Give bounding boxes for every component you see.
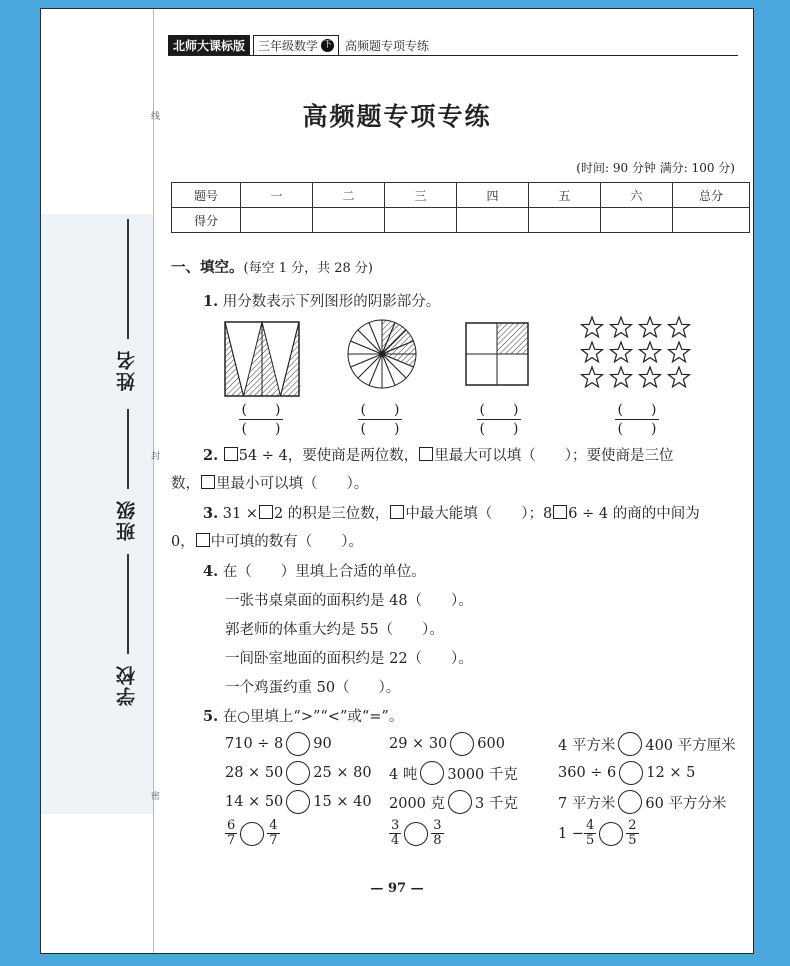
fraction — [626, 819, 638, 848]
q1-answer-3[interactable] — [477, 402, 521, 437]
star-shape — [611, 367, 632, 387]
blank-square — [553, 505, 567, 519]
answer-paren: ( ) — [617, 421, 657, 437]
numerator: 3 — [391, 818, 400, 833]
page-title: 高频题专项专练 — [302, 102, 492, 131]
blank-square — [259, 505, 273, 519]
score-cell: 三 — [385, 183, 457, 208]
compare-circle[interactable] — [618, 732, 642, 756]
compare-left: 29 × 30 — [389, 736, 448, 752]
q5-number: 5. — [203, 708, 219, 725]
numerator: 3 — [433, 818, 442, 833]
answer-paren: ( ) — [617, 402, 657, 418]
compare-item — [558, 732, 736, 756]
compare-left: 2000 克 — [389, 795, 446, 812]
school-label: 学校 — [116, 664, 138, 706]
compare-item — [558, 790, 726, 814]
blank-square — [390, 505, 404, 519]
blank-square — [201, 475, 215, 489]
fraction — [431, 819, 443, 848]
compare-item — [389, 790, 518, 814]
score-cell: 题号 — [172, 183, 241, 208]
denominator: 5 — [628, 833, 637, 848]
compare-item — [225, 732, 332, 756]
compare-left: 7 平方米 — [558, 795, 616, 812]
compare-left: 1 − — [558, 825, 584, 842]
compare-item — [389, 761, 518, 785]
q3-text-a: 31 × — [222, 506, 258, 522]
q3-number: 3. — [203, 505, 219, 522]
compare-circle[interactable] — [240, 822, 264, 846]
score-cell: 总分 — [673, 183, 750, 208]
answer-paren: ( ) — [241, 402, 281, 418]
compare-left: 4 平方米 — [558, 737, 616, 754]
score-cell: 得分 — [172, 208, 241, 233]
star-shape — [640, 367, 661, 387]
q1-figures — [41, 9, 753, 429]
blank-square — [224, 447, 238, 461]
score-cell: 一 — [241, 183, 313, 208]
q3-text-c: 中最大能填（ ）；8 — [405, 506, 553, 522]
compare-circle[interactable] — [448, 790, 472, 814]
compare-item — [389, 732, 505, 756]
answer-paren: ( ) — [241, 421, 281, 437]
star-shape — [582, 367, 603, 387]
time-score-info: (时间: 90 分钟 满分: 100 分) — [576, 161, 735, 175]
denominator: 5 — [585, 833, 595, 848]
numerator: 4 — [585, 818, 595, 833]
q2-number: 2. — [203, 447, 219, 464]
compare-right: 3 千克 — [475, 795, 518, 812]
name-label: 姓名 — [116, 349, 138, 391]
compare-circle[interactable] — [450, 732, 474, 756]
q4-line-3: 一间卧室地面的面积约是 22（ ）。 — [225, 651, 473, 667]
figure-square-triangles — [225, 322, 299, 396]
grade-label: 三年级数学 — [258, 38, 319, 53]
worksheet-page — [40, 8, 754, 954]
compare-right: 400 平方厘米 — [645, 737, 736, 754]
q2-text-a: 54 ÷ 4，要使商是两位数， — [238, 448, 419, 464]
compare-left: 4 吨 — [389, 766, 418, 783]
q4-text: 在（ ）里填上合适的单位。 — [222, 564, 426, 580]
question-2 — [203, 444, 674, 465]
q4-line-1: 一张书桌桌面的面积约是 48（ ）。 — [225, 593, 473, 609]
compare-item — [225, 761, 372, 785]
header-section: 高频题专项专练 — [345, 38, 430, 53]
answer-paren: ( ) — [360, 421, 400, 437]
q1-answer-4[interactable] — [615, 402, 659, 437]
q3-text-e: 0， — [171, 534, 195, 550]
fraction — [225, 819, 237, 848]
q4-line-2: 郭老师的体重大约是 55（ ）。 — [225, 622, 444, 638]
denominator: 8 — [433, 833, 442, 848]
question-3 — [203, 502, 700, 523]
compare-right: 12 × 5 — [646, 765, 696, 781]
compare-item — [558, 761, 695, 785]
numerator: 6 — [227, 818, 236, 833]
star-shape — [611, 342, 632, 362]
star-shape — [640, 342, 661, 362]
denominator: 4 — [391, 833, 400, 848]
star-shape — [669, 367, 690, 387]
compare-right: 60 平方分米 — [645, 795, 727, 812]
publisher-tag: 北师大课标版 — [168, 35, 250, 56]
compare-item — [225, 790, 372, 814]
volume-mark: 下 — [323, 39, 333, 50]
compare-right: 15 × 40 — [313, 794, 372, 810]
compare-circle[interactable] — [286, 761, 310, 785]
answer-paren: ( ) — [360, 402, 400, 418]
compare-left: 360 ÷ 6 — [558, 765, 617, 781]
page-number: — 97 — — [370, 881, 424, 896]
q4-line-4: 一个鸡蛋约重 50（ ）。 — [225, 680, 401, 696]
compare-fraction-item — [225, 819, 280, 848]
q2-text-b: 里最大可以填（ ）；要使商是三位 — [434, 448, 674, 464]
star-shape — [669, 317, 690, 337]
compare-left: 28 × 50 — [225, 765, 284, 781]
question-3-cont — [171, 530, 363, 551]
answer-paren: ( ) — [479, 402, 519, 418]
compare-left: 710 ÷ 8 — [225, 736, 284, 752]
blank-square — [196, 533, 210, 547]
school-blank-line[interactable] — [127, 554, 129, 654]
blank-square — [419, 447, 433, 461]
score-cell: 二 — [313, 183, 385, 208]
question-2-cont — [171, 472, 368, 493]
q3-text-f: 中可填的数有（ ）。 — [210, 534, 363, 550]
star-shape — [640, 317, 661, 337]
compare-fraction-item — [389, 819, 444, 848]
compare-circle[interactable] — [619, 761, 643, 785]
section1-note: (每空 1 分，共 28 分) — [243, 261, 373, 276]
answer-paren: ( ) — [479, 421, 519, 437]
seal-mark-secret: 密 — [151, 792, 161, 802]
compare-circle[interactable] — [618, 790, 642, 814]
class-label: 班级 — [116, 499, 138, 541]
star-shape — [611, 317, 632, 337]
question-5 — [203, 705, 403, 726]
compare-left: 14 × 50 — [225, 794, 284, 810]
star-shape — [582, 342, 603, 362]
compare-circle[interactable] — [286, 732, 310, 756]
q2-text-d: 里最小可以填（ ）。 — [216, 476, 369, 492]
numerator: 2 — [628, 818, 637, 833]
q3-text-b: 2 的积是三位数， — [273, 506, 390, 522]
q3-text-d: 6 ÷ 4 的商的中间为 — [568, 506, 700, 522]
compare-circle[interactable] — [420, 761, 444, 785]
compare-circle[interactable] — [404, 822, 428, 846]
compare-right: 90 — [313, 736, 332, 752]
star-shape — [582, 317, 603, 337]
q1-number: 1. — [203, 293, 219, 310]
score-cell: 四 — [457, 183, 529, 208]
fraction — [267, 819, 279, 848]
fraction — [584, 819, 596, 848]
compare-circle[interactable] — [599, 822, 623, 846]
compare-fraction-item — [558, 819, 639, 848]
q2-text-c: 数， — [171, 476, 200, 492]
denominator: 7 — [269, 833, 278, 848]
q1-answer-2[interactable] — [358, 402, 402, 437]
question-4 — [203, 560, 426, 581]
q4-number: 4. — [203, 563, 219, 580]
q1-text: 用分数表示下列图形的阴影部分。 — [222, 294, 441, 310]
compare-right: 3000 千克 — [447, 766, 518, 783]
denominator: 7 — [227, 833, 236, 848]
compare-circle[interactable] — [286, 790, 310, 814]
seal-mark-seal: 封 — [151, 452, 161, 462]
score-cell: 五 — [529, 183, 601, 208]
section1-title: 一、填空。 — [171, 259, 244, 276]
star-shape — [669, 342, 690, 362]
compare-right: 600 — [477, 736, 505, 752]
fraction — [389, 819, 401, 848]
figure-square-grid — [466, 323, 528, 385]
q5-text: 在○里填上“>”“<”或“=”。 — [222, 709, 404, 725]
figure-stars — [582, 317, 690, 387]
numerator: 4 — [269, 818, 278, 833]
compare-right: 25 × 80 — [313, 765, 372, 781]
figure-circle-sectors — [348, 320, 416, 388]
score-cell: 六 — [601, 183, 673, 208]
q1-answer-1[interactable] — [239, 402, 283, 437]
seal-mark-line: 线 — [151, 112, 161, 122]
